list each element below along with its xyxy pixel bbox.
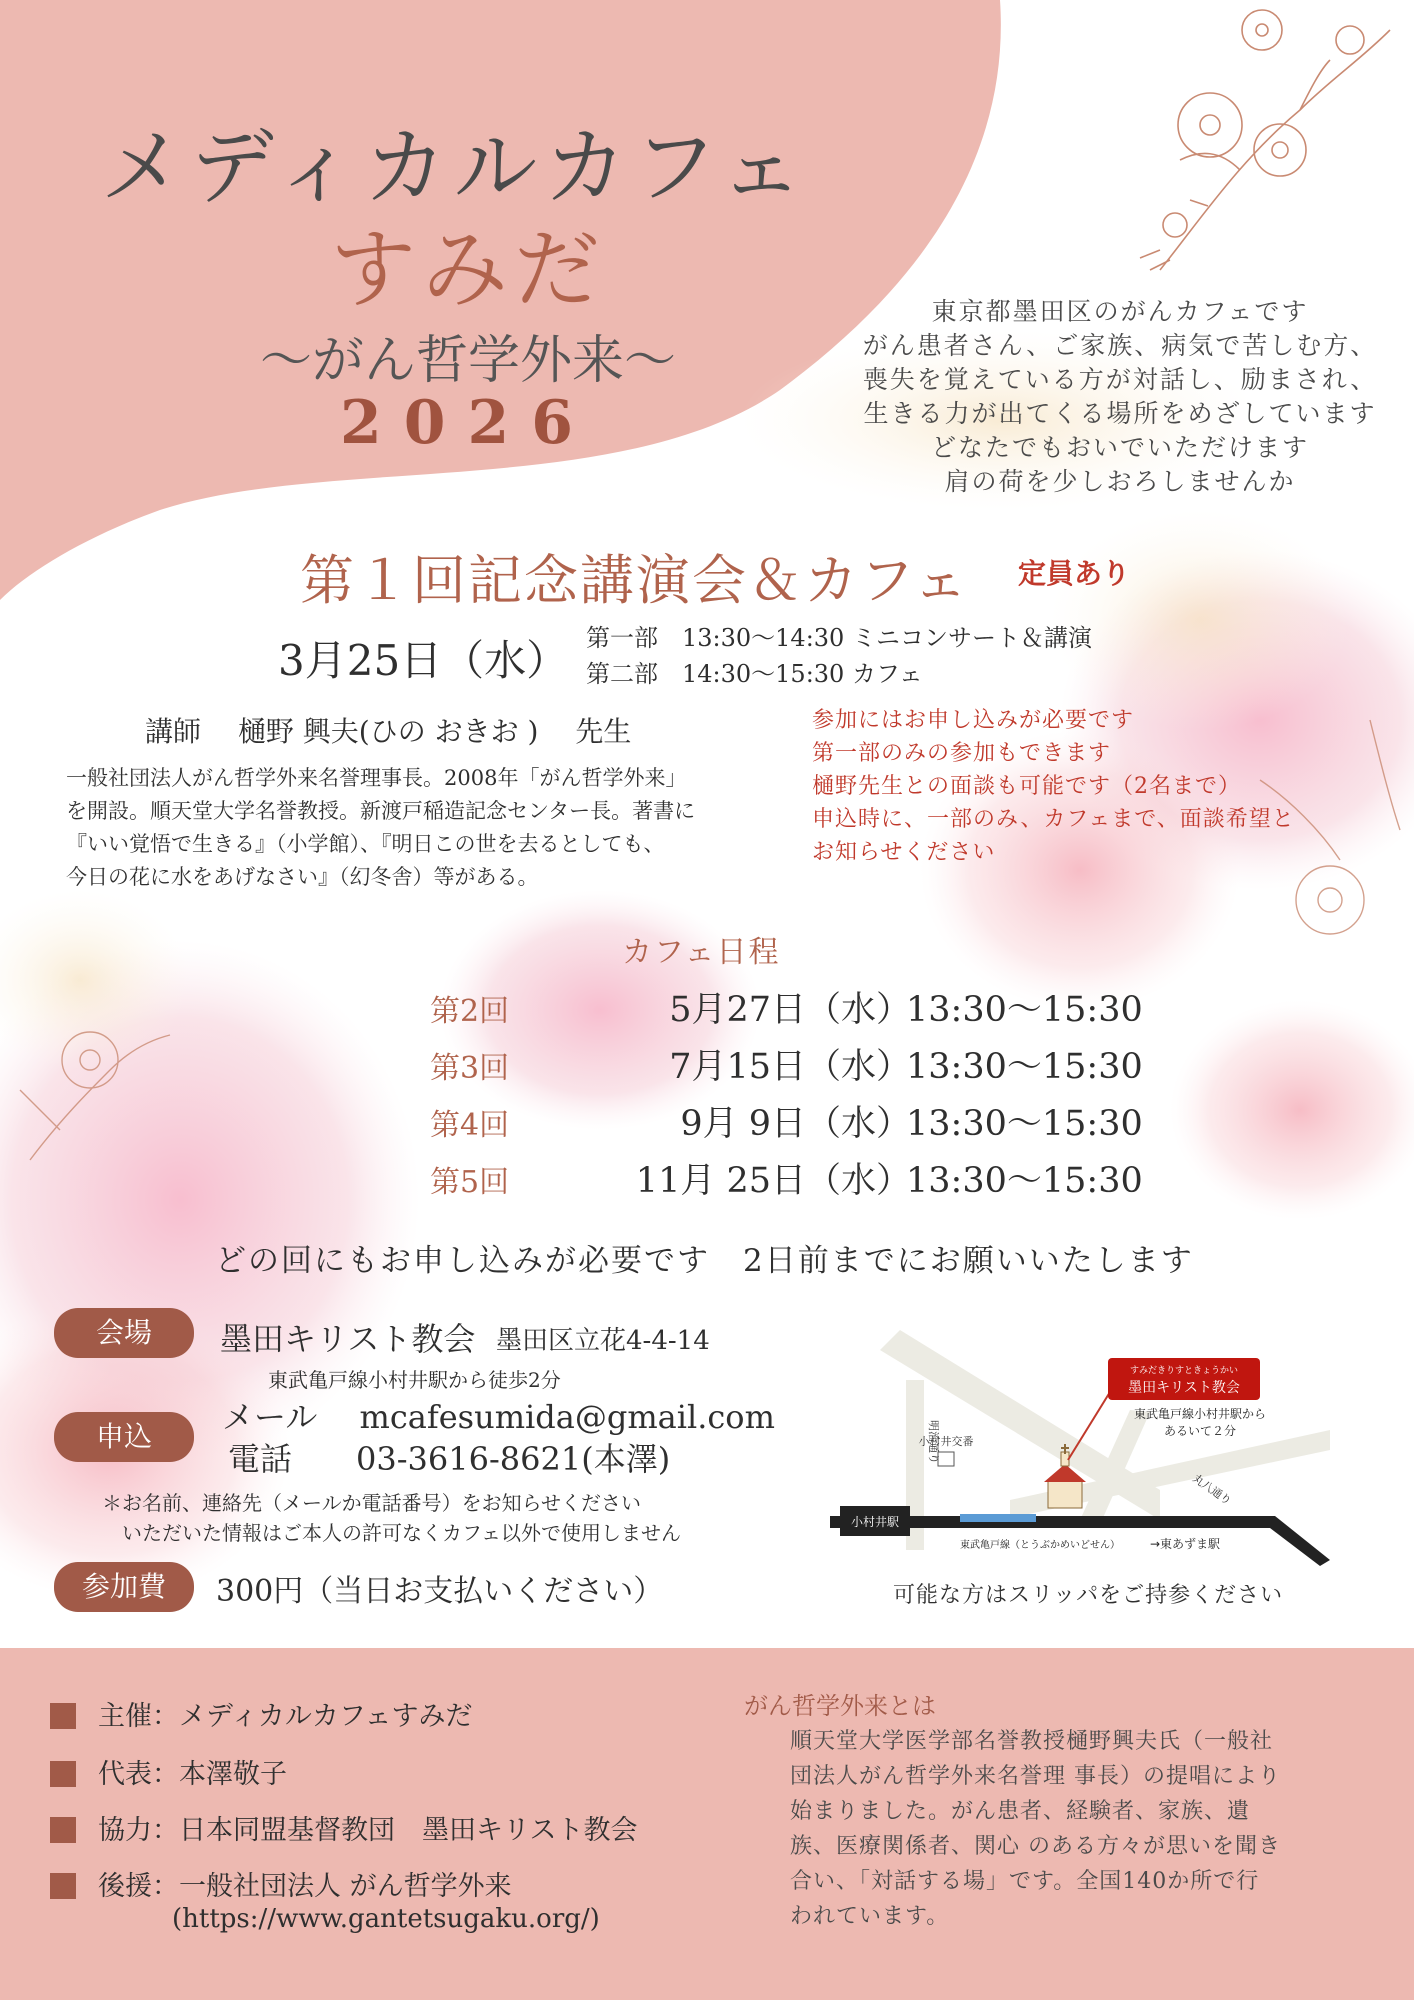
notice-line: 参加にはお申し込みが必要です (812, 708, 1135, 733)
footer-item-text: 後援：一般社団法人 がん哲学外来 (98, 1871, 512, 1902)
map-route-line1: 東武亀戸線小村井駅から (1133, 1407, 1267, 1421)
session-date: 7月15日 (669, 1047, 806, 1087)
registration-deadline-note: どの回にもお申し込みが必要です 2日前までにお願いいたします (215, 1243, 1194, 1279)
session-time: 13:30〜15:30 (906, 1161, 1143, 1201)
fee-amount: 300円（当日お支払いください） (216, 1574, 664, 1609)
privacy-line: ＊お名前、連絡先（メールか電話番号）をお知らせください (102, 1491, 641, 1515)
intro-text (840, 295, 1400, 499)
square-bullet-icon (50, 1761, 76, 1787)
intro-line: どなたでもおいでいただけます (930, 433, 1309, 462)
session-number: 第4回 (430, 1108, 510, 1143)
map-route-line2: あるいて２分 (1163, 1424, 1237, 1438)
schedule-row (430, 982, 1143, 1032)
footer (0, 1648, 1414, 2000)
title-subtitle: 〜がん哲学外来〜 (260, 331, 677, 391)
notice-line: 第一部のみの参加もできます (812, 741, 1112, 766)
schedule-row (430, 1039, 1143, 1089)
notice-line: 申込時に、一部のみ、カフェまで、面談希望と (812, 807, 1295, 832)
about-line: 団法人がん哲学外来名誉理 事長）の提唱により (790, 1764, 1281, 1789)
session-date: 11月 25日 (635, 1161, 806, 1201)
lecturer-name: 講師 樋野 興夫(ひの おきお ) 先生 (145, 715, 632, 748)
capacity-badge: 定員あり (1018, 557, 1131, 590)
footer-item-representative (50, 1752, 287, 1791)
venue-name: 墨田キリスト教会 (220, 1320, 476, 1358)
map-railway-curve (1270, 1516, 1330, 1566)
map-intersection-label: 小村井交番 (918, 1435, 974, 1448)
registration-notice (812, 704, 1295, 869)
footer-item-support (50, 1864, 512, 1903)
intro-line: 喪失を覚えている方が対話し、励まされ、 (862, 365, 1378, 394)
privacy-line: いただいた情報はご本人の許可なくカフェ以外で使用しません (102, 1521, 681, 1545)
access-map (820, 1320, 1340, 1580)
about-line: 始まりました。がん患者、経験者、家族、遺 (790, 1799, 1251, 1824)
intro-line: 肩の荷を少しおろしませんか (944, 467, 1296, 496)
session-weekday: （水） (806, 1047, 912, 1087)
bio-line: 『いい覚悟で生きる』（小学館）、『明日この世を去るとしても、 (66, 832, 665, 856)
session-number: 第5回 (430, 1165, 510, 1200)
about-title: がん哲学外来とは (744, 1692, 936, 1720)
bio-line: 一般社団法人がん哲学外来名誉理事長。2008年「がん哲学外来」 (66, 766, 687, 790)
map-road-maruhachi-label: 丸八通り (1190, 1471, 1234, 1508)
map-road-meiji-label: 明治通り (927, 1420, 940, 1464)
footer-item-cooperation (50, 1808, 637, 1847)
session-date: 9月 9日 (680, 1104, 806, 1144)
map-train-icon (960, 1514, 1036, 1522)
map-station-label: 小村井駅 (850, 1515, 900, 1529)
privacy-note (102, 1488, 681, 1548)
map-railway-label: 東武亀戸線（とうぶかめいどせん） (960, 1540, 1120, 1551)
notice-line: お知らせください (812, 840, 996, 865)
session-weekday: （水） (806, 990, 912, 1030)
footer-item-text: 代表：本澤敬子 (98, 1759, 287, 1790)
about-line: 合い、「対話する場」です。全国140か所で行 (790, 1869, 1260, 1894)
session-date: 5月27日 (669, 990, 806, 1030)
square-bullet-icon (50, 1703, 76, 1729)
notice-line: 樋野先生との面談も可能です（2名まで） (812, 774, 1241, 799)
intro-line: 東京都墨田区のがんカフェです (931, 297, 1309, 326)
square-bullet-icon (50, 1817, 76, 1843)
venue-access: 東武亀戸線小村井駅から徒歩2分 (268, 1368, 561, 1392)
map-direction-label: →東あずま駅 (1150, 1537, 1221, 1551)
cafe-schedule-title: カフェ日程 (622, 935, 781, 970)
about-line: われています。 (790, 1904, 950, 1929)
intro-line: 生きる力が出てくる場所をめざしています (863, 399, 1377, 428)
page-title: メディカルカフェ (100, 118, 810, 216)
fee-label: 参加費 (54, 1562, 194, 1612)
apply-label: 申込 (54, 1412, 194, 1462)
venue-address: 墨田区立花4-4-14 (496, 1326, 710, 1356)
about-body (790, 1724, 1281, 1934)
event-date: 3月25日（水） (278, 636, 569, 685)
venue-label: 会場 (54, 1308, 194, 1358)
event-title: 第１回記念講演会＆カフェ (300, 549, 970, 612)
session-time: 13:30〜15:30 (906, 1104, 1143, 1144)
schedule-row (430, 1096, 1143, 1146)
session-weekday: （水） (806, 1104, 912, 1144)
event-parts (586, 620, 1092, 692)
apply-phone[interactable]: 電話 03-3616-8621(本澤) (228, 1440, 671, 1478)
bio-line: 今日の花に水をあげなさい』（幻冬舎）等がある。 (66, 865, 539, 889)
schedule-row (430, 1153, 1143, 1203)
session-number: 第2回 (430, 994, 510, 1029)
session-number: 第3回 (430, 1051, 510, 1086)
title-year: 2026 (340, 388, 595, 458)
bio-line: を開設。順天堂大学名誉教授。新渡戸稲造記念センター長。著書に (66, 799, 696, 823)
map-church-ruby: すみだきりすときょうかい (1129, 1366, 1239, 1376)
intro-line: がん患者さん、ご家族、病気で苦しむ方、 (862, 331, 1378, 360)
footer-item-text: 協力：日本同盟基督教団 墨田キリスト教会 (98, 1815, 638, 1846)
about-line: 順天堂大学医学部名誉教授樋野興夫氏（一般社 (790, 1729, 1274, 1754)
apply-email[interactable]: メール mcafesumida@gmail.com (222, 1398, 775, 1436)
session-weekday: （水） (806, 1161, 912, 1201)
support-url[interactable]: (https://www.gantetsugaku.org/) (172, 1904, 600, 1934)
part-one: 第一部 13:30〜14:30 ミニコンサート＆講演 (586, 624, 1092, 652)
about-line: 族、医療関係者、関心 のある方々が思いを聞き (790, 1834, 1281, 1859)
part-two: 第二部 14:30〜15:30 カフェ (586, 660, 923, 688)
map-church-name: 墨田キリスト教会 (1128, 1380, 1240, 1396)
footer-item-organizer (50, 1694, 473, 1733)
footer-item-text: 主催：メディカルカフェすみだ (98, 1701, 473, 1732)
square-bullet-icon (50, 1873, 76, 1899)
session-time: 13:30〜15:30 (906, 1047, 1143, 1087)
title-place: すみだ (330, 220, 606, 320)
session-time: 13:30〜15:30 (906, 990, 1143, 1030)
lecturer-bio (66, 762, 806, 894)
slippers-note: 可能な方はスリッパをご持参ください (893, 1583, 1284, 1608)
